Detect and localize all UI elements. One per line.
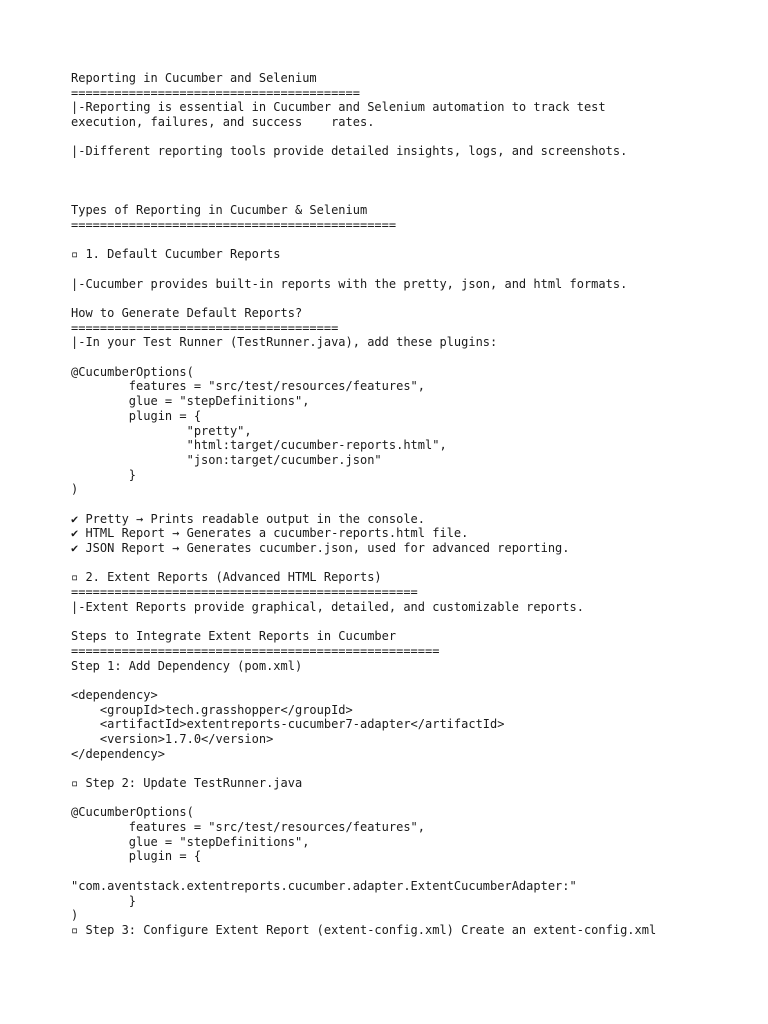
heading-reporting: Reporting in Cucumber and Selenium [71,71,317,85]
heading-steps: Steps to Integrate Extent Reports in Cucumber [71,629,397,644]
blank-line [71,761,751,776]
code-line: plugin = { [71,408,202,423]
underline: ============================================= [71,217,397,232]
check-item: ✔ JSON Report → Generates cucumber.json, used for advanced reporting. [71,541,570,555]
underline: ================================================ [71,585,418,600]
check-item: ✔ Pretty → Prints readable output in the console. [71,511,426,526]
code-line: <artifactId>extentreports-cucumber7-adapter</artifactId> [71,717,505,732]
code-line: <version>1.7.0</version> [71,731,274,746]
blank-line [71,233,751,248]
blank-line [71,497,751,512]
blank-line [71,673,751,688]
blank-line [71,350,751,365]
code-line: @CucumberOptions( [71,364,194,379]
blank-line [71,174,751,189]
blank-line [71,189,751,204]
step-1: Step 1: Add Dependency (pom.xml) [71,658,303,673]
text-line: |-Different reporting tools provide detailed insights, logs, and screenshots. [71,144,628,159]
blank-line [71,791,751,806]
blank-line [71,864,751,879]
section-default-reports: ▫ 1. Default Cucumber Reports [71,247,281,262]
code-line: features = "src/test/resources/features", [71,820,426,835]
blank-line [71,130,751,145]
blank-line [71,614,751,629]
text-line: |-In your Test Runner (TestRunner.java), add these plugins: [71,335,498,350]
check-item: ✔ HTML Report → Generates a cucumber-reports.html file. [71,526,469,541]
code-line: "json:target/cucumber.json" [71,452,382,467]
underline: ======================================== [71,85,360,100]
code-line: @CucumberOptions( [71,805,194,820]
code-line: "com.aventstack.extentreports.cucumber.adapter.ExtentCucumberAdapter:" [71,878,577,893]
code-line: <dependency> [71,687,158,702]
section-extent-reports: ▫ 2. Extent Reports (Advanced HTML Reports) [71,570,382,585]
code-line: } [71,467,137,482]
text-line: |-Cucumber provides built-in reports with the pretty, json, and html formats. [71,276,628,291]
document-page [71,71,751,938]
code-line: } [71,893,137,908]
step-2: ▫ Step 2: Update TestRunner.java [71,776,303,790]
underline: ===================================== [71,320,339,335]
code-line: glue = "stepDefinitions", [71,834,310,849]
text-line: execution, failures, and success rates. [71,115,375,130]
blank-line [71,556,751,571]
blank-line [71,159,751,174]
underline: =================================================== [71,643,440,658]
code-line: "pretty", [71,423,252,438]
text-line: |-Extent Reports provide graphical, detailed, and customizable reports. [71,599,584,614]
code-line: ) [71,482,79,497]
code-line: ) [71,908,79,923]
blank-line [71,262,751,277]
heading-generate: How to Generate Default Reports? [71,306,303,320]
code-line: <groupId>tech.grasshopper</groupId> [71,702,353,717]
code-line: features = "src/test/resources/features", [71,379,426,394]
code-line: </dependency> [71,746,165,761]
code-line: plugin = { [71,849,202,864]
code-line: glue = "stepDefinitions", [71,394,310,409]
code-line: "html:target/cucumber-reports.html", [71,438,447,453]
step-3: ▫ Step 3: Configure Extent Report (extent-config.xml) Create an extent-config.xml [71,922,657,937]
blank-line [71,291,751,306]
text-line: |-Reporting is essential in Cucumber and Selenium automation to track test [71,100,606,115]
heading-types: Types of Reporting in Cucumber & Selenium [71,203,368,218]
